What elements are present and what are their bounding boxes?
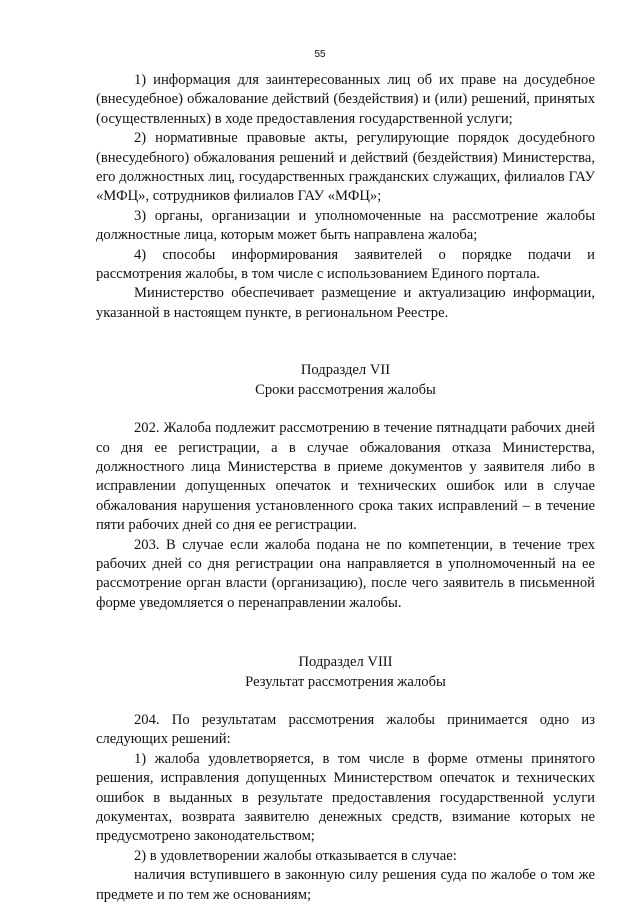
paragraph-info-item-1: 1) информация для заинтересованных лиц об их праве на досудебное (внесудебное) обжалование действий (бездействия) и (или) решений, принятых (осуществленных) в ходе предоставления государственной услуги; <box>96 72 595 127</box>
paragraph-info-item-2: 2) нормативные правовые акты, регулирующие порядок досудебного (внесудебного) обжалования решений и действий (бездействия) Министерства, его должностных лиц, государственных гражданских служащих, филиалов ГАУ «МФЦ», сотрудников филиалов ГАУ «МФЦ»; <box>96 130 595 205</box>
paragraph-204-item-2: 2) в удовлетворении жалобы отказывается в случае: <box>134 847 457 864</box>
paragraph-204-item-2-case: наличия вступившего в законную силу решения суда по жалобе о том же предмете и по тем же основаниям; <box>96 867 595 903</box>
paragraph-info-item-4: 4) способы информирования заявителей о порядке подачи и рассмотрения жалобы, в том числе с использованием Единого портала. <box>96 246 595 283</box>
paragraph-204-item-1: 1) жалоба удовлетворяется, в том числе в форме отмены принятого решения, исправления допущенных Министерством опечаток и технических ошибок в выданных в результате предоставления государственной услуги документах, возврата заявителю денежных средств, взимание которых не предусмотрено законодательством; <box>96 750 595 845</box>
section-7-title: Подраздел VII <box>300 362 391 379</box>
section-7-subtitle: Сроки рассмотрения жалобы <box>255 381 436 398</box>
page-number: 55 <box>314 49 326 60</box>
section-8-subtitle: Результат рассмотрения жалобы <box>245 673 446 690</box>
paragraph-203: 203. В случае если жалоба подана не по компетенции, в течение трех рабочих дней со дня регистрации она направляется в уполномоченный на ее рассмотрение орган власти (организацию), после чего заявитель в письменной форме уведомляется о перенаправлении жалобы. <box>96 536 595 611</box>
paragraph-204: 204. По результатам рассмотрения жалобы принимается одно из следующих решений: <box>96 711 595 748</box>
paragraph-202: 202. Жалоба подлежит рассмотрению в течение пятнадцати рабочих дней со дня ее регистрации, а в случае обжалования отказа Министерства, должностного лица Министерства в приеме документов у заявителя либо в исправлении допущенных опечаток и технических ошибок или в случае обжалования нарушения установленного срока таких исправлений – в течение пяти рабочих дней со дня ее регистрации. <box>96 420 595 534</box>
section-8-title: Подраздел VIII <box>298 654 393 671</box>
page-content <box>96 71 595 905</box>
paragraph-info-item-3: 3) органы, организации и уполномоченные на рассмотрение жалобы должностные лица, которым может быть направлена жалоба; <box>96 207 595 244</box>
paragraph-ministry-provides: Министерство обеспечивает размещение и актуализацию информации, указанной в настоящем пункте, в региональном Реестре. <box>96 285 595 321</box>
